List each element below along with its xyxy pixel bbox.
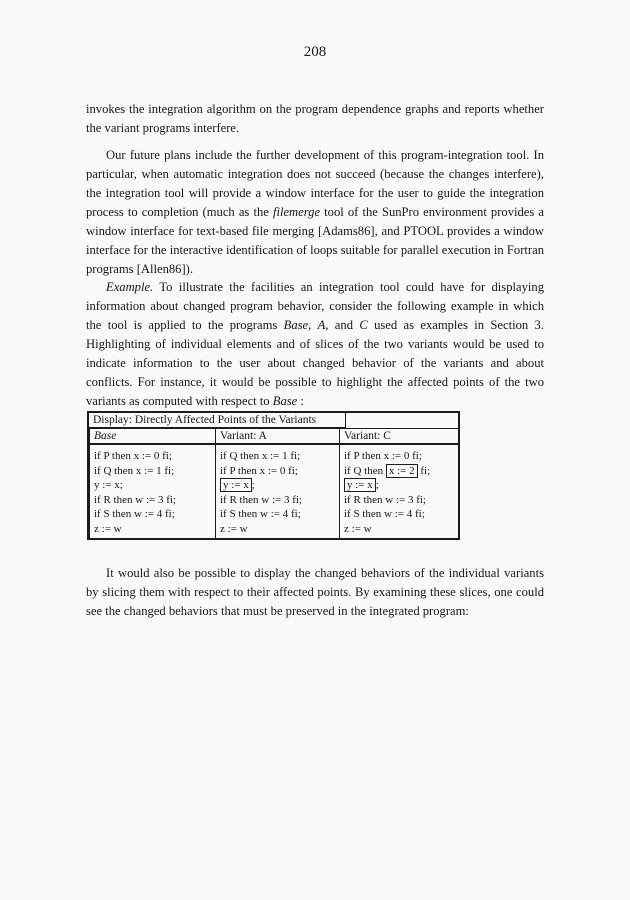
column-header-base: Base [90,429,216,445]
text-run: To illustrate the facilities an integration tool could have for displaying information about changed program behavior, consider the following example in which the tool is applied to the programs [86,280,544,332]
program-name: Base [272,394,298,408]
example-label: Example. [106,280,154,294]
code-text: if Q then [344,464,386,477]
program-name: Base [283,318,309,332]
text-run: tool of the SunPro environment provides a window interface for text-based file merging [Adams86], and PTOOL provides a window interface for the interactive identification of loops suitable for parallel execution in Fortran programs [Allen86]). [86,205,544,276]
code-line: if P then x := 0 fi; [220,464,298,477]
paragraph-continuation [86,100,544,138]
code-line: if Q then x := 1 fi; [220,450,301,462]
filemerge-term: filemerge [272,205,321,219]
code-text: fi; [417,464,431,477]
code-line: z := w [344,522,372,535]
code-line: if S then w := 4 fi; [94,508,175,520]
display-title: Display: Directly Affected Points of the Variants [89,413,346,428]
paragraph-slicing [86,564,544,621]
code-line: if P then x := 0 fi; [344,450,422,462]
column-header-variant-a: Variant: A [216,429,340,445]
code-line: if P then x := 0 fi; [94,450,172,462]
text-run: : [297,394,304,408]
page-number: 208 [303,44,327,60]
code-line: z := w [94,522,122,535]
code-line: z := w [220,522,248,535]
affected-point-highlight[interactable]: y := x [344,478,376,492]
affected-point-highlight[interactable]: x := 2 [386,464,418,478]
text-run: , and [325,318,360,332]
paragraph-example [86,278,544,411]
text-run: Our future plans include the further development of this program-integration tool. In particular, when automatic integration does not succeed (because the changes interfere), the integration tool will provide a window interface for the user to guide the integration process to completion (much as the [86,148,544,219]
variant-c-program-cell [340,444,459,538]
program-name: C [359,318,368,332]
code-line: if S then w := 4 fi; [344,508,425,520]
code-line: if R then w := 3 fi; [220,493,302,506]
affected-points-table [89,428,459,538]
program-name: A [317,318,326,332]
code-text: ; [375,479,379,491]
text-run: , [308,318,318,332]
code-line: if S then w := 4 fi; [220,508,301,520]
code-line: if R then w := 3 fi; [344,493,426,506]
paragraph-text: invokes the integration algorithm on the program dependence graphs and reports whether the variant programs interfere. [86,102,544,135]
code-text: ; [251,479,255,491]
code-line [220,478,335,493]
column-header-variant-c: Variant: C [340,429,459,445]
base-program-cell [90,444,216,538]
code-line: if R then w := 3 fi; [94,493,176,506]
text-run: used as examples in Section 3. Highlighting of individual elements and of slices of the two variants would be used to indicate information to the user about changed behavior of the variants and about conflicts. For instance, it would be possible to highlight the affected points of the two variants as computed with respect to [86,318,544,408]
affected-points-display [87,411,460,540]
paragraph-text: It would also be possible to display the changed behaviors of the individual variants by slicing them with respect to their affected points. By examining these slices, one could see the changed behaviors that must be preserved in the integrated program: [86,566,544,618]
code-line [344,464,454,479]
code-line [344,478,454,493]
affected-point-highlight[interactable]: y := x [220,478,252,492]
variant-a-program-cell [216,444,340,538]
code-line: y := x; [94,479,123,491]
code-line: if Q then x := 1 fi; [94,464,175,477]
paragraph-future-plans [86,146,544,279]
